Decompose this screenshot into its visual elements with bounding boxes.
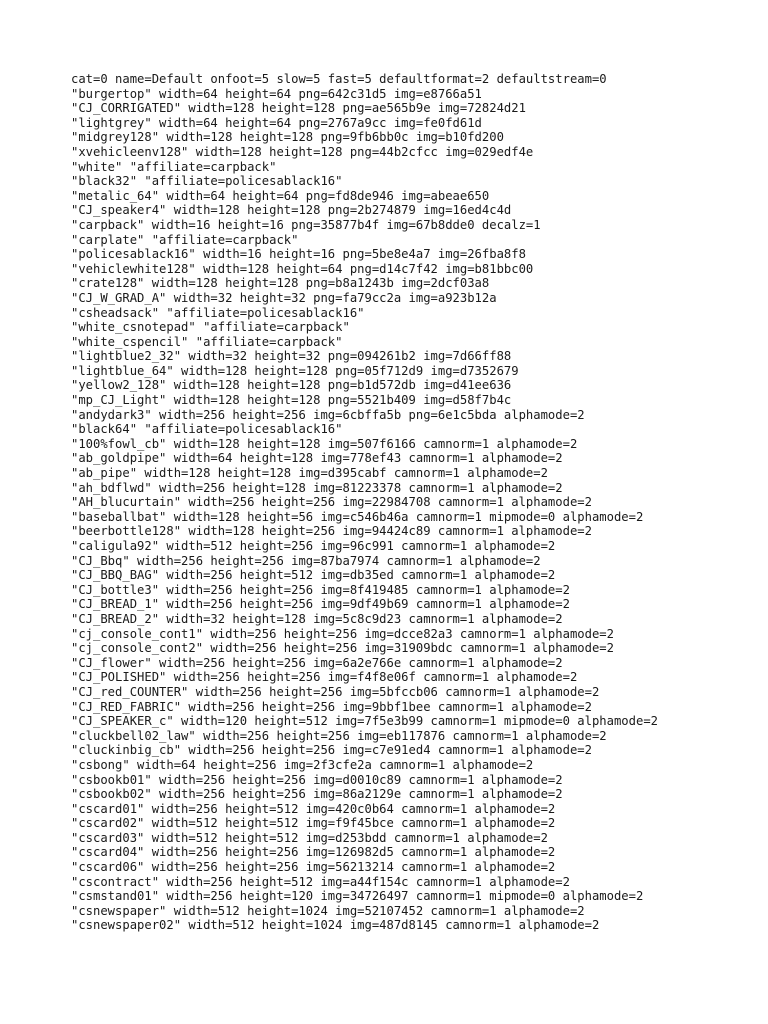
- document-text-line: "CJ_red_COUNTER" width=256 height=256 img=5bfccb06 camnorm=1 alphamode=2: [71, 684, 600, 699]
- document-text-line: "100%fowl_cb" width=128 height=128 img=507f6166 camnorm=1 alphamode=2: [71, 436, 578, 451]
- document-text-line: "cscard04" width=256 height=256 img=126982d5 camnorm=1 alphamode=2: [71, 845, 556, 860]
- document-text-line: "CJ_RED_FABRIC" width=256 height=256 img=9bbf1bee camnorm=1 alphamode=2: [71, 699, 592, 714]
- document-text-line: "CJ_POLISHED" width=256 height=256 img=f4f8e06f camnorm=1 alphamode=2: [71, 670, 578, 685]
- document-text-line: "xvehicleenv128" width=128 height=128 png=44b2cfcc img=029edf4e: [71, 144, 534, 159]
- document-text-line: "andydark3" width=256 height=256 img=6cbffa5b png=6e1c5bda alphamode=2: [71, 407, 585, 422]
- document-text-line: "cscard06" width=256 height=256 img=56213214 camnorm=1 alphamode=2: [71, 860, 556, 875]
- document-text-line: "csnewspaper" width=512 height=1024 img=52107452 camnorm=1 alphamode=2: [71, 903, 585, 918]
- document-text-line: "ah_bdflwd" width=256 height=128 img=81223378 camnorm=1 alphamode=2: [71, 480, 563, 495]
- document-text-line: "white_csnotepad" "affiliate=carpback": [71, 320, 350, 335]
- document-text-body: [71, 72, 658, 933]
- document-text-line: "midgrey128" width=128 height=128 png=9fb6bb0c img=b10fd200: [71, 130, 504, 145]
- document-text-line: "carplate" "affiliate=carpback": [71, 232, 299, 247]
- document-text-line: "csbong" width=64 height=256 img=2f3cfe2a camnorm=1 alphamode=2: [71, 757, 534, 772]
- document-text-line: "policesablack16" width=16 height=16 png=5be8e4a7 img=26fba8f8: [71, 247, 526, 262]
- document-text-line: "csbookb01" width=256 height=256 img=d0010c89 camnorm=1 alphamode=2: [71, 772, 563, 787]
- document-text-line: "csnewspaper02" width=512 height=1024 img=487d8145 camnorm=1 alphamode=2: [71, 918, 600, 933]
- document-text-line: "baseballbat" width=128 height=56 img=c546b46a camnorm=1 mipmode=0 alphamode=2: [71, 509, 644, 524]
- document-text-line: "cscontract" width=256 height=512 img=a44f154c camnorm=1 alphamode=2: [71, 874, 570, 889]
- document-text-line: "CJ_SPEAKER_c" width=120 height=512 img=7f5e3b99 camnorm=1 mipmode=0 alphamode=2: [71, 714, 658, 729]
- document-text-line: "burgertop" width=64 height=64 png=642c31d5 img=e8766a51: [71, 86, 482, 101]
- document-text-line: "csbookb02" width=256 height=256 img=86a2129e camnorm=1 alphamode=2: [71, 787, 563, 802]
- document-text-line: "beerbottle128" width=128 height=256 img=94424c89 camnorm=1 alphamode=2: [71, 524, 592, 539]
- document-text-line: "CJ_CORRIGATED" width=128 height=128 png=ae565b9e img=72824d21: [71, 101, 526, 116]
- document-text-line: "metalic_64" width=64 height=64 png=fd8de946 img=abeae650: [71, 188, 490, 203]
- document-text-line: "white_cspencil" "affiliate=carpback": [71, 334, 343, 349]
- document-text-line: "cj_console_cont2" width=256 height=256 img=31909bdc camnorm=1 alphamode=2: [71, 641, 614, 656]
- document-text-line: "CJ_speaker4" width=128 height=128 png=2b274879 img=16ed4c4d: [71, 203, 512, 218]
- document-text-line: "ab_pipe" width=128 height=128 img=d395cabf camnorm=1 alphamode=2: [71, 466, 548, 481]
- document-text-line: "CJ_flower" width=256 height=256 img=6a2e766e camnorm=1 alphamode=2: [71, 655, 563, 670]
- document-text-line: "cj_console_cont1" width=256 height=256 img=dcce82a3 camnorm=1 alphamode=2: [71, 626, 614, 641]
- document-text-line: "csheadsack" "affiliate=policesablack16": [71, 305, 365, 320]
- document-text-line: "cscard01" width=256 height=512 img=420c0b64 camnorm=1 alphamode=2: [71, 801, 556, 816]
- document-text-line: "cluckbell02_law" width=256 height=256 img=eb117876 camnorm=1 alphamode=2: [71, 728, 607, 743]
- document-text-line: "white" "affiliate=carpback": [71, 159, 277, 174]
- document-text-line: "caligula92" width=512 height=256 img=96c991 camnorm=1 alphamode=2: [71, 539, 556, 553]
- document-text-line: "csmstand01" width=256 height=120 img=34726497 camnorm=1 mipmode=0 alphamode=2: [71, 889, 644, 904]
- document-text-line: "cscard02" width=512 height=512 img=f9f45bce camnorm=1 alphamode=2: [71, 816, 556, 831]
- document-text-line: "crate128" width=128 height=128 png=b8a1243b img=2dcf03a8: [71, 276, 490, 291]
- document-header-line: cat=0 name=Default onfoot=5 slow=5 fast=5 defaultformat=2 defaultstream=0: [71, 72, 607, 86]
- document-text-line: "CJ_bottle3" width=256 height=256 img=8f419485 camnorm=1 alphamode=2: [71, 582, 570, 597]
- document-text-line: "lightblue2_32" width=32 height=32 png=094261b2 img=7d66ff88: [71, 349, 512, 364]
- document-text-line: "ab_goldpipe" width=64 height=128 img=778ef43 camnorm=1 alphamode=2: [71, 451, 563, 466]
- document-text-line: "AH_blucurtain" width=256 height=256 img=22984708 camnorm=1 alphamode=2: [71, 495, 592, 510]
- document-text-line: "yellow2_128" width=128 height=128 png=b1d572db img=d41ee636: [71, 378, 512, 393]
- document-text-line: "CJ_W_GRAD_A" width=32 height=32 png=fa79cc2a img=a923b12a: [71, 290, 497, 305]
- document-text-line: "CJ_BREAD_2" width=32 height=128 img=5c8c9d23 camnorm=1 alphamode=2: [71, 611, 563, 626]
- document-text-line: "lightgrey" width=64 height=64 png=2767a9cc img=fe0fd61d: [71, 115, 482, 130]
- document-text-line: "lightblue_64" width=128 height=128 png=05f712d9 img=d7352679: [71, 363, 519, 378]
- document-text-line: "cscard03" width=512 height=512 img=d253bdd camnorm=1 alphamode=2: [71, 830, 548, 845]
- document-text-line: "cluckinbig_cb" width=256 height=256 img=c7e91ed4 camnorm=1 alphamode=2: [71, 743, 592, 758]
- document-text-line: "black64" "affiliate=policesablack16": [71, 422, 343, 437]
- document-text-line: "CJ_BBQ_BAG" width=256 height=512 img=db35ed camnorm=1 alphamode=2: [71, 568, 556, 583]
- document-text-line: "carpback" width=16 height=16 png=35877b4f img=67b8dde0 decalz=1: [71, 217, 541, 232]
- document-text-line: "vehiclewhite128" width=128 height=64 png=d14c7f42 img=b81bbc00: [71, 261, 534, 276]
- document-text-line: "mp_CJ_Light" width=128 height=128 png=5521b409 img=d58f7b4c: [71, 393, 512, 408]
- document-text-line: "CJ_BREAD_1" width=256 height=256 img=9df49b69 camnorm=1 alphamode=2: [71, 597, 570, 612]
- document-text-line: "CJ_Bbq" width=256 height=256 img=87ba7974 camnorm=1 alphamode=2: [71, 553, 541, 568]
- document-text-line: "black32" "affiliate=policesablack16": [71, 174, 343, 189]
